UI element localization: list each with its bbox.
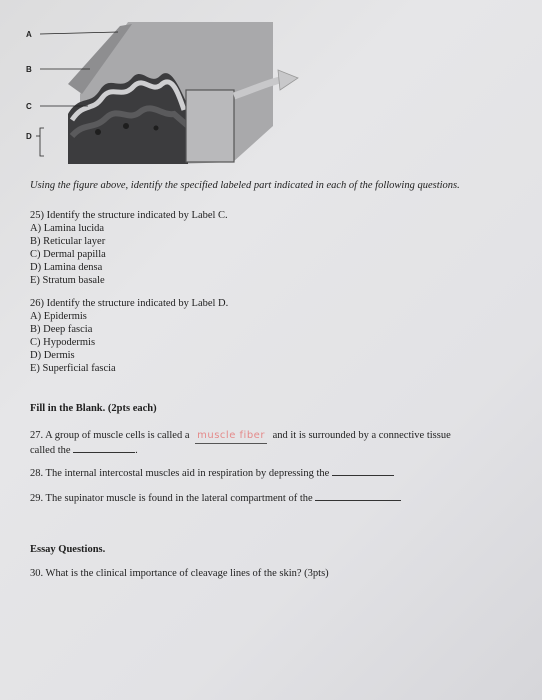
question-26-option[interactable]: A) Epidermis: [30, 311, 87, 322]
question-25-stem: 25) Identify the structure indicated by Label C.: [30, 210, 228, 221]
zoom-arrow-head: [278, 70, 298, 90]
question-30-text: 30. What is the clinical importance of cleavage lines of the skin? (3pts): [30, 568, 329, 579]
question-29-blank[interactable]: [315, 491, 401, 501]
figure-instructions: Using the figure above, identify the specified labeled part indicated in each of the following questions.: [30, 180, 460, 191]
question-25-option[interactable]: B) Reticular layer: [30, 236, 106, 247]
question-26-option[interactable]: C) Hypodermis: [30, 337, 96, 348]
fill-in-heading: Fill in the Blank. (2pts each): [30, 403, 157, 414]
inset-box: [186, 90, 234, 162]
label-d: D: [26, 132, 32, 141]
question-27-text-end: called the: [30, 445, 71, 456]
question-29-text: 29. The supinator muscle is found in the lateral compartment of the: [30, 493, 313, 504]
cell-dot: [123, 123, 129, 129]
skin-layers-figure: [28, 14, 308, 174]
label-a-line: [40, 32, 118, 34]
question-27-blank[interactable]: [73, 443, 135, 453]
question-26-option[interactable]: D) Dermis: [30, 350, 75, 361]
label-b: B: [26, 65, 32, 74]
cell-dot: [154, 126, 159, 131]
question-27-text: 27. A group of muscle cells is called a: [30, 430, 190, 441]
label-c: C: [26, 102, 32, 111]
question-26-stem: 26) Identify the structure indicated by Label D.: [30, 298, 229, 309]
question-26-option[interactable]: B) Deep fascia: [30, 324, 93, 335]
question-25-option[interactable]: C) Dermal papilla: [30, 249, 106, 260]
question-28-line: [30, 466, 394, 481]
handwritten-answer: muscle fiber: [195, 430, 267, 444]
question-27-text-cont: and it is surrounded by a connective tissue: [272, 430, 451, 441]
question-28-blank[interactable]: [332, 466, 394, 476]
question-27-line1: [30, 430, 451, 444]
question-28-text: 28. The internal intercostal muscles aid in respiration by depressing the: [30, 468, 330, 479]
question-25-option[interactable]: A) Lamina lucida: [30, 223, 105, 234]
question-29-line: [30, 491, 401, 506]
question-25-option[interactable]: D) Lamina densa: [30, 262, 103, 273]
essay-heading: Essay Questions.: [30, 544, 106, 555]
question-27-line2: [30, 443, 138, 458]
label-d-bracket: [40, 128, 44, 156]
question-25-option[interactable]: E) Stratum basale: [30, 275, 105, 286]
cell-dot: [95, 129, 101, 135]
question-27-period: .: [135, 445, 138, 456]
question-26-option[interactable]: E) Superficial fascia: [30, 363, 116, 374]
label-a: A: [26, 30, 32, 39]
